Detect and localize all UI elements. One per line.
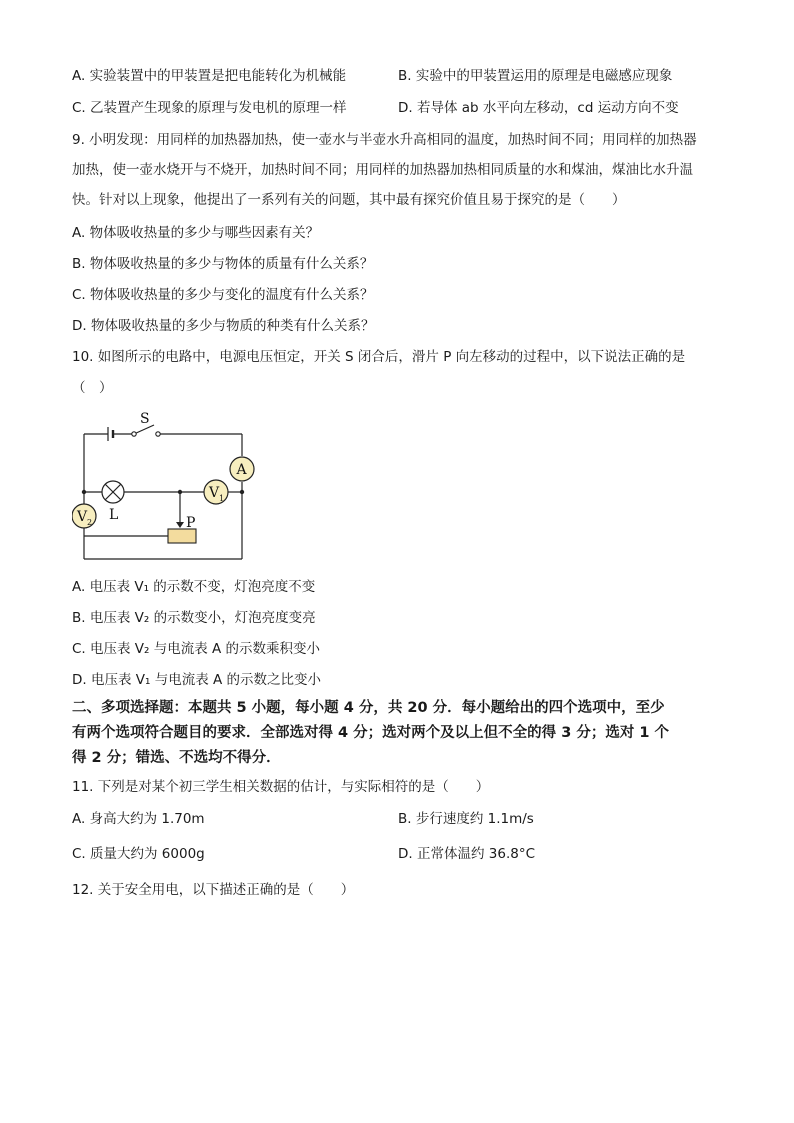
slider-label: P (186, 515, 196, 531)
q9-option-b: B. 物体吸收热量的多少与物体的质量有什么关系？ (72, 256, 374, 272)
voltmeter-v1-subscript: 1 (219, 494, 225, 503)
q11-option-c: C. 质量大约为 6000g (72, 846, 205, 862)
section2-heading-line3: 得 2 分；错选、不选均不得分． (72, 750, 281, 766)
q9-stem-line3: 快。针对以上现象，他提出了一系列有关的问题，其中最有探究价值且易于探究的是（ ） (72, 192, 626, 208)
q8-option-a: A. 实验装置中的甲装置是把电能转化为机械能 (72, 68, 347, 84)
q10-option-a: A. 电压表 V₁ 的示数不变，灯泡亮度不变 (72, 579, 316, 595)
q9-option-c: C. 物体吸收热量的多少与变化的温度有什么关系？ (72, 287, 374, 303)
switch-contact-left (132, 432, 136, 436)
q10-option-d: D. 电压表 V₁ 与电流表 A 的示数之比变小 (72, 672, 322, 688)
voltmeter-v2-label: V (77, 509, 88, 525)
q8-option-b: B. 实验中的甲装置运用的原理是电磁感应现象 (398, 68, 673, 84)
q11-stem: 11. 下列是对某个初三学生相关数据的估计，与实际相符的是（ ） (72, 779, 490, 795)
q11-option-a: A. 身高大约为 1.70m (72, 811, 205, 827)
lamp-label: L (109, 507, 119, 523)
switch-contact-right (156, 432, 160, 436)
circuit-diagram (72, 408, 272, 568)
q10-stem-line1: 10. 如图所示的电路中，电源电压恒定，开关 S 闭合后，滑片 P 向左移动的过程中，以下说法正确的是 (72, 349, 686, 365)
q8-option-c: C. 乙装置产生现象的原理与发电机的原理一样 (72, 100, 347, 116)
voltmeter-v1-label: V (209, 485, 220, 501)
q9-option-d: D. 物体吸收热量的多少与物质的种类有什么关系？ (72, 318, 375, 334)
voltmeter-v2-subscript: 2 (87, 518, 93, 527)
q10-option-c: C. 电压表 V₂ 与电流表 A 的示数乘积变小 (72, 641, 321, 657)
q10-stem-line2: （ ） (72, 380, 113, 396)
q9-option-a: A. 物体吸收热量的多少与哪些因素有关？ (72, 225, 320, 241)
junction-dot (178, 490, 182, 494)
q11-option-b: B. 步行速度约 1.1m/s (398, 811, 534, 827)
junction-dot (82, 490, 86, 494)
q10-option-b: B. 电压表 V₂ 的示数变小，灯泡亮度变亮 (72, 610, 316, 626)
q8-option-d: D. 若导体 ab 水平向左移动，cd 运动方向不变 (398, 100, 679, 116)
q12-stem: 12. 关于安全用电，以下描述正确的是（ ） (72, 882, 355, 898)
section2-heading-line2: 有两个选项符合题目的要求．全部选对得 4 分；选对两个及以上但不全的得 3 分；选对 1 个 (72, 725, 670, 741)
ammeter-label: A (236, 462, 247, 478)
section2-heading-line1: 二、多项选择题：本题共 5 小题，每小题 4 分，共 20 分．每小题给出的四个选项中，至少 (72, 700, 665, 716)
q9-stem-line1: 9. 小明发现：用同样的加热器加热，使一壶水与半壶水升高相同的温度，加热时间不同；用同样的加热器 (72, 132, 697, 148)
q11-option-d: D. 正常体温约 36.8°C (398, 846, 536, 862)
q9-stem-line2: 加热，使一壶水烧开与不烧开，加热时间不同；用同样的加热器加热相同质量的水和煤油，煤油比水升温 (72, 162, 693, 178)
junction-dot (240, 490, 244, 494)
rheostat (168, 529, 196, 543)
switch-label: S (140, 411, 150, 427)
slider-arrow-icon (176, 522, 184, 528)
